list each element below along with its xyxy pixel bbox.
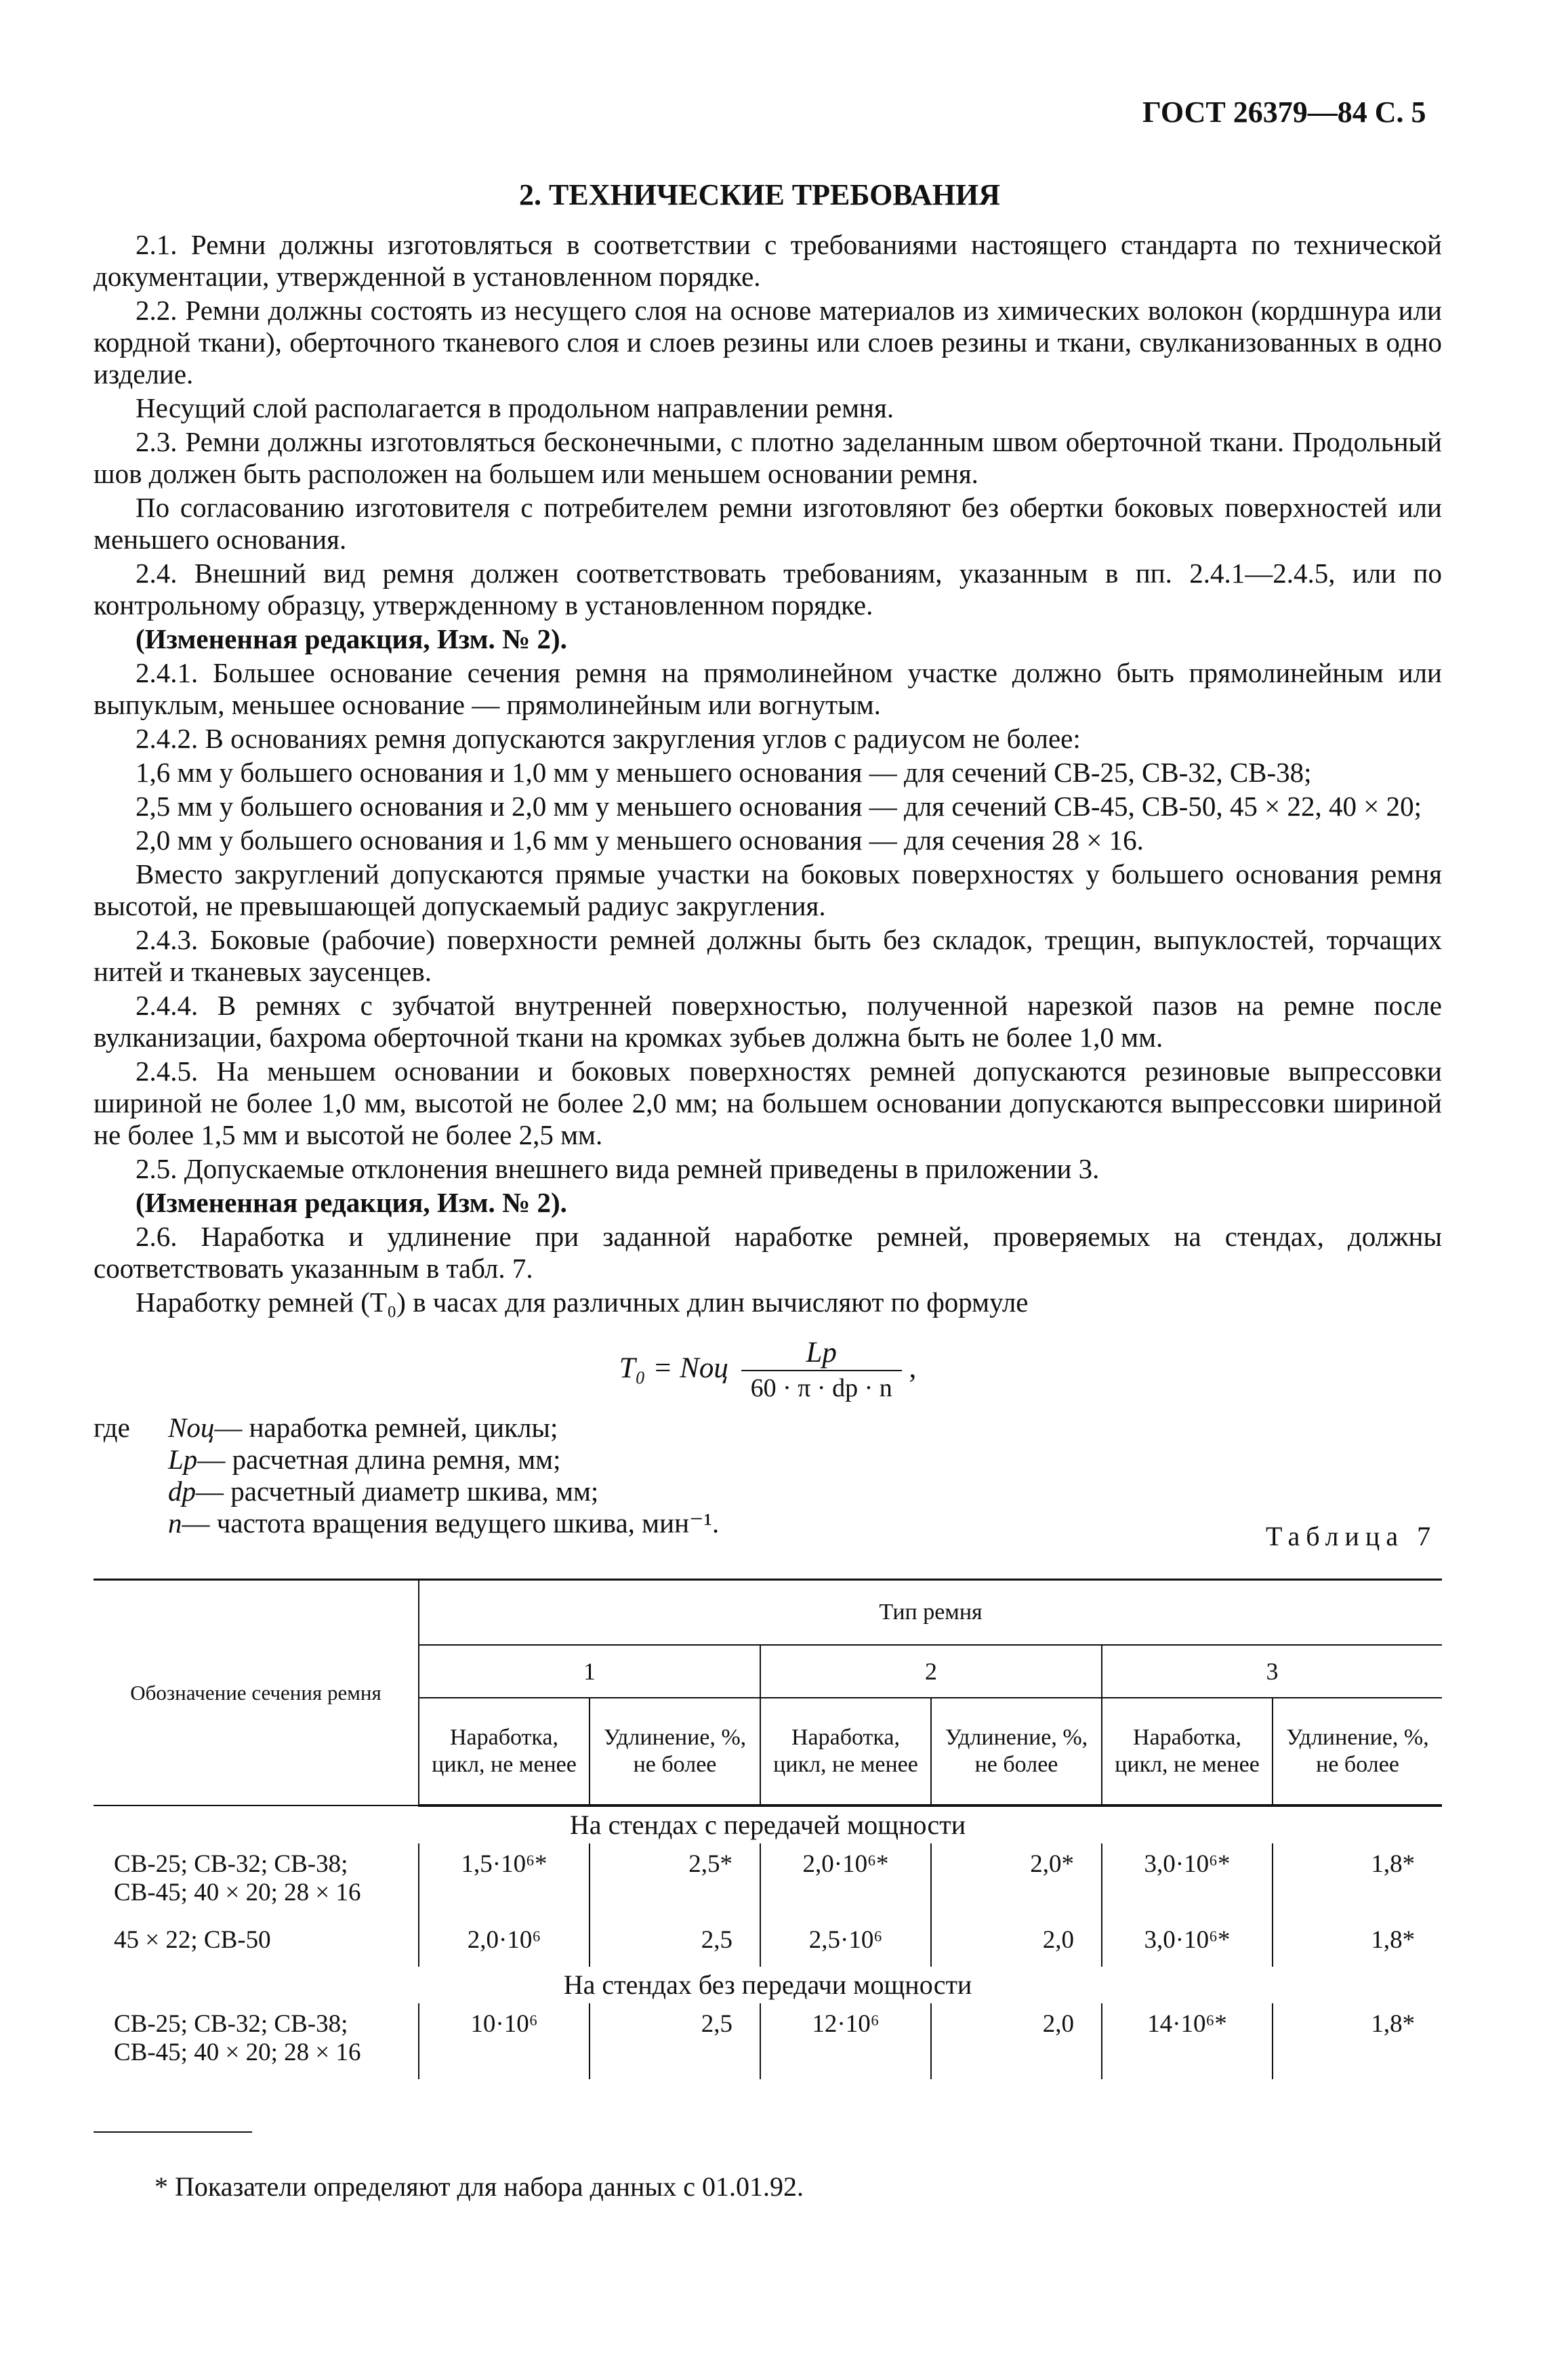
table-row: [94, 2003, 1442, 2079]
formula-fraction: [741, 1336, 902, 1405]
legend-symbol: Lр: [168, 1444, 198, 1475]
value-cell: 1,8*: [1273, 1919, 1442, 1967]
section-name-cell: СВ-25; СВ-32; СВ-38; СВ-45; 40 × 20; 28 × 16: [114, 1850, 361, 1906]
value-cell: 2,5*: [590, 1843, 760, 1919]
table-group-title: На стендах без передачи мощности: [563, 1969, 972, 2000]
column-header: Удлинение, %, не более: [590, 1698, 760, 1805]
formula: [94, 1336, 1442, 1405]
footnote: * Показатели определяют для набора данных с 01.01.92.: [154, 2171, 804, 2202]
paragraph: По согласованию изготовителя с потребителем ремни изготовляют без обертки боковых поверхностей или меньшего основания.: [94, 492, 1442, 555]
row-header: Обозначение сечения ремня: [94, 1580, 419, 1806]
value-cell: 3,0·10⁶*: [1102, 1843, 1273, 1919]
value-cell: 1,5·10⁶*: [419, 1843, 590, 1919]
legend-item: [94, 1507, 1442, 1539]
value-cell: 2,0*: [931, 1843, 1102, 1919]
formula-legend: [94, 1412, 1442, 1539]
data-table: [94, 1579, 1442, 2079]
formula-numerator: Lр: [741, 1336, 902, 1371]
value-cell: 2,0·10⁶*: [760, 1843, 931, 1919]
paragraph: 2,5 мм у большего основания и 2,0 мм у меньшего основания — для сечений СВ-45, СВ-50, 45 × 22, 40 × 20;: [136, 791, 1422, 822]
paragraph: 2.5. Допускаемые отклонения внешнего вида ремней приведены в приложении 3.: [136, 1153, 1100, 1184]
value-cell: 1,8*: [1273, 2003, 1442, 2079]
paragraph: 2.6. Наработка и удлинение при заданной наработке ремней, проверяемых на стендах, должны соответствовать указанным в табл. 7.: [94, 1221, 1442, 1284]
column-header: Наработка, цикл, не менее: [419, 1698, 590, 1805]
table-group-title: На стендах с передачей мощности: [569, 1810, 966, 1840]
table-7: [94, 1579, 1442, 2079]
legend-prefix: где: [94, 1412, 130, 1443]
document-body: [94, 229, 1442, 1539]
value-cell: 2,0: [931, 1919, 1102, 1967]
legend-text: — расчетная длина ремня, мм;: [197, 1444, 561, 1475]
formula-tail: ,: [909, 1352, 917, 1384]
type-label: 2: [760, 1645, 1102, 1698]
paragraph: Вместо закруглений допускаются прямые участки на боковых поверхностях у большего основания ремня высотой, не превышающей допускаемый радиус закругления.: [94, 858, 1442, 921]
legend-item: [94, 1444, 1442, 1476]
value-cell: 2,5·10⁶: [760, 1919, 931, 1967]
type-label: 3: [1102, 1645, 1442, 1698]
paragraph: 2.4. Внешний вид ремня должен соответствовать требованиям, указанным в пп. 2.4.1—2.4.5, или по контрольному образцу, утвержденному в установленном порядке.: [94, 558, 1442, 621]
table-row: [94, 1919, 1442, 1967]
section-title: 2. ТЕХНИЧЕСКИЕ ТРЕБОВАНИЯ: [519, 178, 1000, 211]
legend-prefix: [94, 1507, 168, 1539]
paragraph: 1,6 мм у большего основания и 1,0 мм у меньшего основания — для сечений СВ-25, СВ-32, СВ-38;: [136, 757, 1312, 788]
paragraph: 2.3. Ремни должны изготовляться бесконечными, с плотно заделанным швом оберточной ткани. Продольный шов должен быть расположен на большем или меньшем основании ремня.: [94, 426, 1442, 489]
value-cell: 10·10⁶: [419, 2003, 590, 2079]
type-label: 1: [419, 1645, 760, 1698]
table-row: [94, 1843, 1442, 1919]
value-cell: 2,0: [931, 2003, 1102, 2079]
paragraph: 2,0 мм у большего основания и 1,6 мм у меньшего основания — для сечения 28 × 16.: [136, 824, 1144, 856]
column-header: Удлинение, %, не более: [931, 1698, 1102, 1805]
paragraph: 2.2. Ремни должны состоять из несущего слоя на основе материалов из химических волокон (кордшнура или кордной ткани), оберточного тканевого слоя и слоев резины или слоев резины и ткани, свулканизованных в одно изделие.: [94, 295, 1442, 390]
column-header: Удлинение, %, не более: [1273, 1698, 1442, 1805]
amendment-note: (Измененная редакция, Изм. № 2).: [136, 623, 567, 654]
paragraph: 2.4.2. В основаниях ремня допускаются закругления углов с радиусом не более:: [136, 723, 1081, 754]
legend-text: — частота вращения ведущего шкива, мин⁻¹.: [182, 1507, 720, 1539]
legend-symbol: Nоц: [168, 1412, 215, 1443]
section-name-cell: СВ-25; СВ-32; СВ-38; СВ-45; 40 × 20; 28 × 16: [114, 2010, 361, 2066]
legend-text: — наработка ремней, циклы;: [214, 1412, 558, 1443]
value-cell: 2,5: [590, 1919, 760, 1967]
legend-symbol: dр: [168, 1476, 196, 1507]
page-header: ГОСТ 26379—84 С. 5: [1142, 96, 1426, 129]
footnote-rule: [94, 2131, 252, 2133]
column-header: Наработка, цикл, не менее: [760, 1698, 931, 1805]
column-header: Наработка, цикл, не менее: [1102, 1698, 1273, 1805]
table-caption: Таблица 7: [1266, 1521, 1437, 1551]
value-cell: 14·10⁶*: [1102, 2003, 1273, 2079]
paragraph: Несущий слой располагается в продольном направлении ремня.: [136, 392, 894, 423]
value-cell: 12·10⁶: [760, 2003, 931, 2079]
value-cell: 2,5: [590, 2003, 760, 2079]
formula-denominator: 60 · π · dр · n: [750, 1374, 892, 1402]
section-name-cell: 45 × 22; СВ-50: [114, 1926, 271, 1954]
legend-item: [94, 1476, 1442, 1507]
formula-lhs: T₀ = Nоц: [619, 1352, 728, 1384]
legend-item: [94, 1412, 1442, 1444]
paragraph: 2.4.4. В ремнях с зубчатой внутренней поверхностью, полученной нарезкой пазов на ремне после вулканизации, бахрома оберточной ткани на кромках зубьев должна быть не более 1,0 мм.: [94, 990, 1442, 1053]
amendment-note: (Измененная редакция, Изм. № 2).: [136, 1187, 567, 1218]
paragraph: 2.4.5. На меньшем основании и боковых поверхностях ремней допускаются резиновые выпрессовки шириной не более 1,0 мм, высотой не более 2,0 мм; на большем основании допускаются выпрессовки шириной не более 1,5 мм и высотой не более 2,5 мм.: [94, 1056, 1442, 1150]
paragraph: Наработку ремней (T₀) в часах для различных длин вычисляют по формуле: [136, 1287, 1029, 1318]
paragraph: 2.1. Ремни должны изготовляться в соответствии с требованиями настоящего стандарта по технической документации, утвержденной в установленном порядке.: [94, 229, 1442, 292]
value-cell: 3,0·10⁶*: [1102, 1919, 1273, 1967]
paragraph: 2.4.1. Большее основание сечения ремня на прямолинейном участке должно быть прямолинейным или выпуклым, меньшее основание — прямолинейным или вогнутым.: [94, 657, 1442, 720]
legend-symbol: n: [168, 1507, 182, 1539]
legend-text: — расчетный диаметр шкива, мм;: [196, 1476, 599, 1507]
type-header: Тип ремня: [419, 1580, 1442, 1646]
paragraph: 2.4.3. Боковые (рабочие) поверхности ремней должны быть без складок, трещин, выпуклостей, торчащих нитей и тканевых заусенцев.: [94, 924, 1442, 987]
legend-prefix: [94, 1476, 168, 1507]
value-cell: 2,0·10⁶: [419, 1919, 590, 1967]
legend-prefix: [94, 1444, 168, 1476]
value-cell: 1,8*: [1273, 1843, 1442, 1919]
